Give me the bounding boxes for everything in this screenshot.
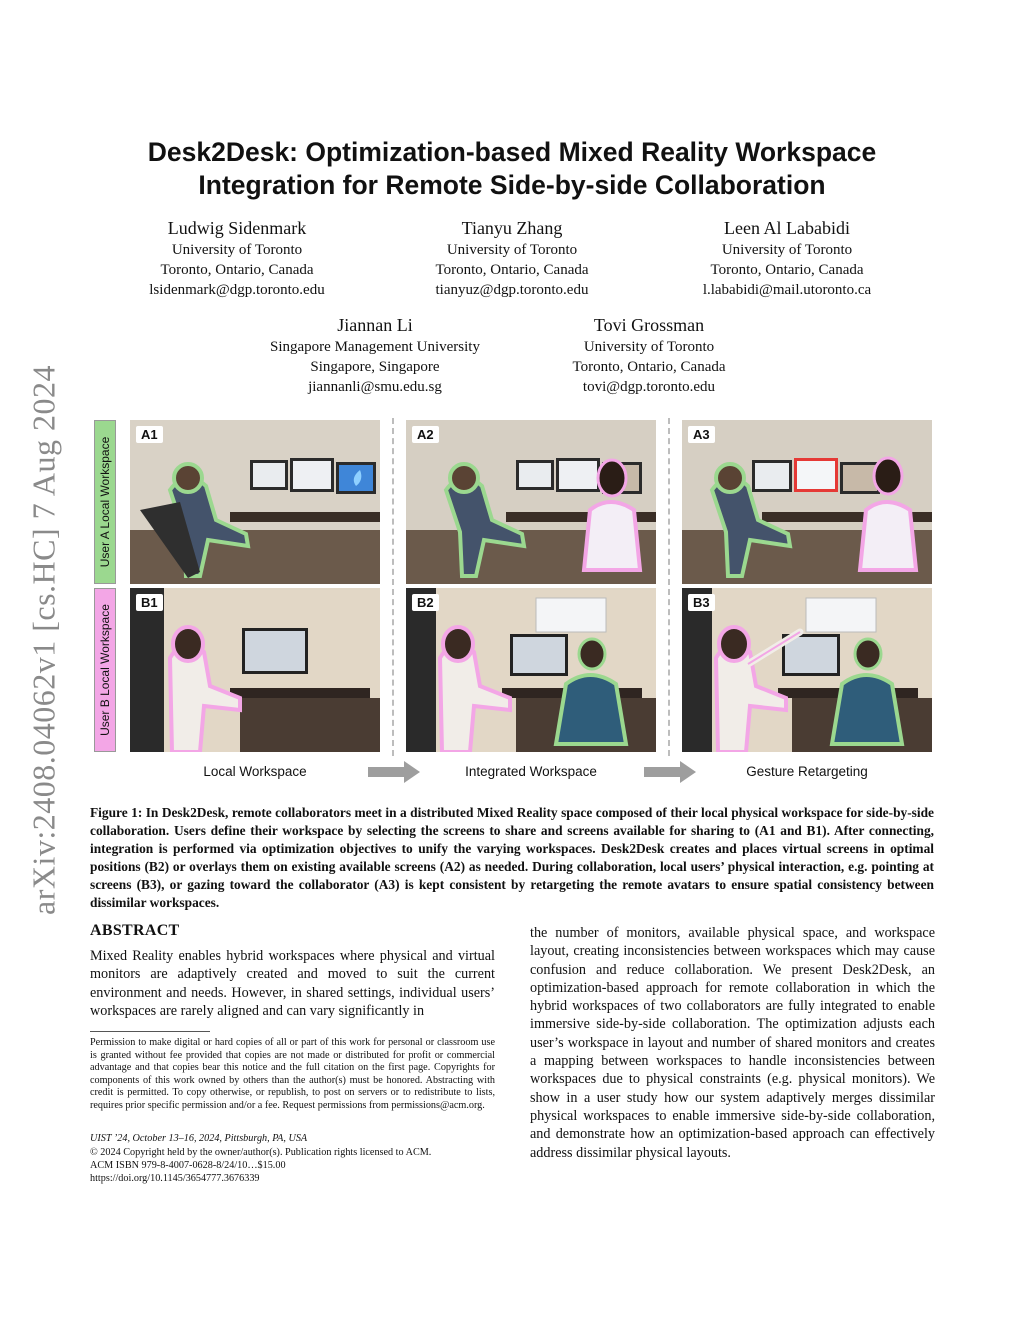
author-location: Singapore, Singapore: [310, 359, 440, 375]
stage-label-integrated: Integrated Workspace: [465, 764, 597, 779]
author-affiliation: University of Toronto: [583, 339, 715, 355]
author-location: Toronto, Ontario, Canada: [160, 262, 314, 278]
author-email: tianyuz@dgp.toronto.edu: [435, 282, 589, 298]
author-affiliation: University of Toronto: [171, 242, 303, 258]
workspace-photo: [130, 420, 380, 584]
arxiv-id: arXiv:2408.04062v1 [cs.HC] 7 Aug 2024: [25, 364, 62, 916]
panel-b2: [406, 588, 656, 752]
stage-divider: [668, 418, 670, 756]
author-name: Tianyu Zhang: [461, 218, 563, 238]
workspace-photo: [130, 588, 380, 752]
author-email: tovi@dgp.toronto.edu: [582, 379, 716, 395]
panel-a2: [406, 420, 656, 584]
author-block: [112, 216, 362, 300]
panel-tag: A2: [412, 426, 439, 443]
author-block: [387, 216, 637, 300]
author-location: Toronto, Ontario, Canada: [710, 262, 864, 278]
author-email: l.lababidi@mail.utoronto.ca: [702, 282, 872, 298]
row-a-label: [94, 420, 116, 584]
author-block: [245, 313, 505, 397]
workspace-photo: [406, 588, 656, 752]
copyright-notice: © 2024 Copyright held by the owner/author(s). Publication rights licensed to ACM.: [90, 1147, 432, 1158]
workspace-photo: [406, 420, 656, 584]
title-line-2: Integration for Remote Side-by-side Collaboration: [198, 170, 826, 200]
author-name: Tovi Grossman: [593, 315, 705, 335]
arxiv-stamp: [14, 350, 74, 930]
author-affiliation: University of Toronto: [446, 242, 578, 258]
author-name: Jiannan Li: [337, 315, 413, 335]
panel-tag: B3: [688, 594, 715, 611]
author-block: [662, 216, 912, 300]
teaser-figure: [90, 418, 934, 790]
workspace-photo: [682, 588, 932, 752]
panel-tag: B1: [136, 594, 163, 611]
arrow-icon: [366, 760, 422, 784]
abstract-right-column: the number of monitors, available physical space, and workspace layout, creating inconsistencies between workspaces which may cause confusion and reduce collaboration. We present Desk2Desk, an optimization-based approach for remote collaboration in which the hybrid workspaces of two collaborators are fully integrated to enable immersive side-by-side collaboration. The optimization adjusts each user’s workspace in layout and number of shared monitors and creates a mapping between workspaces to handle inconsistencies between workspaces due to physical constraints (e.g. physical monitors). We show in a user study how our system adaptively merges dissimilar physical workspaces to enable immersive side-by-side collaboration, and demonstrate how an optimization-based approach can effectively address dissimilar physical layouts.: [530, 925, 935, 1161]
conference-info: UIST ’24, October 13–16, 2024, Pittsburgh, PA, USA: [90, 1133, 308, 1144]
figure-caption: Figure 1: In Desk2Desk, remote collaborators meet in a distributed Mixed Reality space composed of their local physical workspace for side-by-side collaboration. Users define their workspace by selecting the screens to share and screens available for sharing to (A1 and B1). After connecting, integration is performed via optimization objectives to unify the varying workspaces. Desk2Desk creates and places virtual screens in optimal positions (B2) or overlays them on existing available screens (A2) as needed. During collaboration, local users’ physical interaction, e.g. pointing at screens (B3), or gazing toward the collaborator (A3) is kept consistent by retargeting the remote avatars to ensure spatial consistency between dissimilar workspaces.: [90, 805, 934, 910]
author-affiliation: Singapore Management University: [270, 339, 480, 355]
row-b-label: [94, 588, 116, 752]
author-email: jiannanli@smu.edu.sg: [308, 379, 442, 395]
abstract-heading: ABSTRACT: [90, 922, 180, 939]
panel-a1: [130, 420, 380, 584]
stage-label-gesture: Gesture Retargeting: [746, 764, 868, 779]
abstract-left-column: Mixed Reality enables hybrid workspaces where physical and virtual monitors are adaptively created and moved to suit the current environment and needs. However, in shared settings, individual users’ workspaces are rarely aligned and can vary significantly in: [90, 948, 495, 1019]
author-name: Ludwig Sidenmark: [167, 218, 307, 238]
author-name: Leen Al Lababidi: [724, 218, 850, 238]
paper-title: [90, 136, 934, 202]
panel-tag: B2: [412, 594, 439, 611]
arrow-icon: [642, 760, 698, 784]
stage-divider: [392, 418, 394, 756]
title-line-1: Desk2Desk: Optimization-based Mixed Reality Workspace: [147, 137, 877, 167]
footnote-rule: [90, 1031, 210, 1032]
panel-b1: [130, 588, 380, 752]
panel-b3: [682, 588, 932, 752]
author-block: [524, 313, 774, 397]
panel-a3: [682, 420, 932, 584]
author-location: Toronto, Ontario, Canada: [572, 359, 726, 375]
workspace-photo: [682, 420, 932, 584]
panel-tag: A3: [688, 426, 715, 443]
doi-link[interactable]: https://doi.org/10.1145/3654777.3676339: [90, 1173, 260, 1184]
row-b-label-text: User B Local Workspace: [98, 604, 112, 736]
author-location: Toronto, Ontario, Canada: [435, 262, 589, 278]
stage-label-local: Local Workspace: [203, 764, 307, 779]
panel-tag: A1: [136, 426, 163, 443]
permission-notice: Permission to make digital or hard copies of all or part of this work for personal or classroom use is granted without fee provided that copies are not made or distributed for profit or commercial advantage and that copies bear this notice and the full citation on the first page. Copyrights for components of this work owned by others than the author(s) must be honored. Abstracting with credit is permitted. To copy otherwise, or republish, to post on servers or to redistribute to lists, requires prior specific permission and/or a fee. Request permissions from permissions@acm.org.: [90, 1037, 495, 1111]
isbn: ACM ISBN 979-8-4007-0628-8/24/10…$15.00: [90, 1160, 286, 1171]
row-a-label-text: User A Local Workspace: [98, 436, 112, 568]
author-email: lsidenmark@dgp.toronto.edu: [149, 282, 325, 298]
author-affiliation: University of Toronto: [721, 242, 853, 258]
